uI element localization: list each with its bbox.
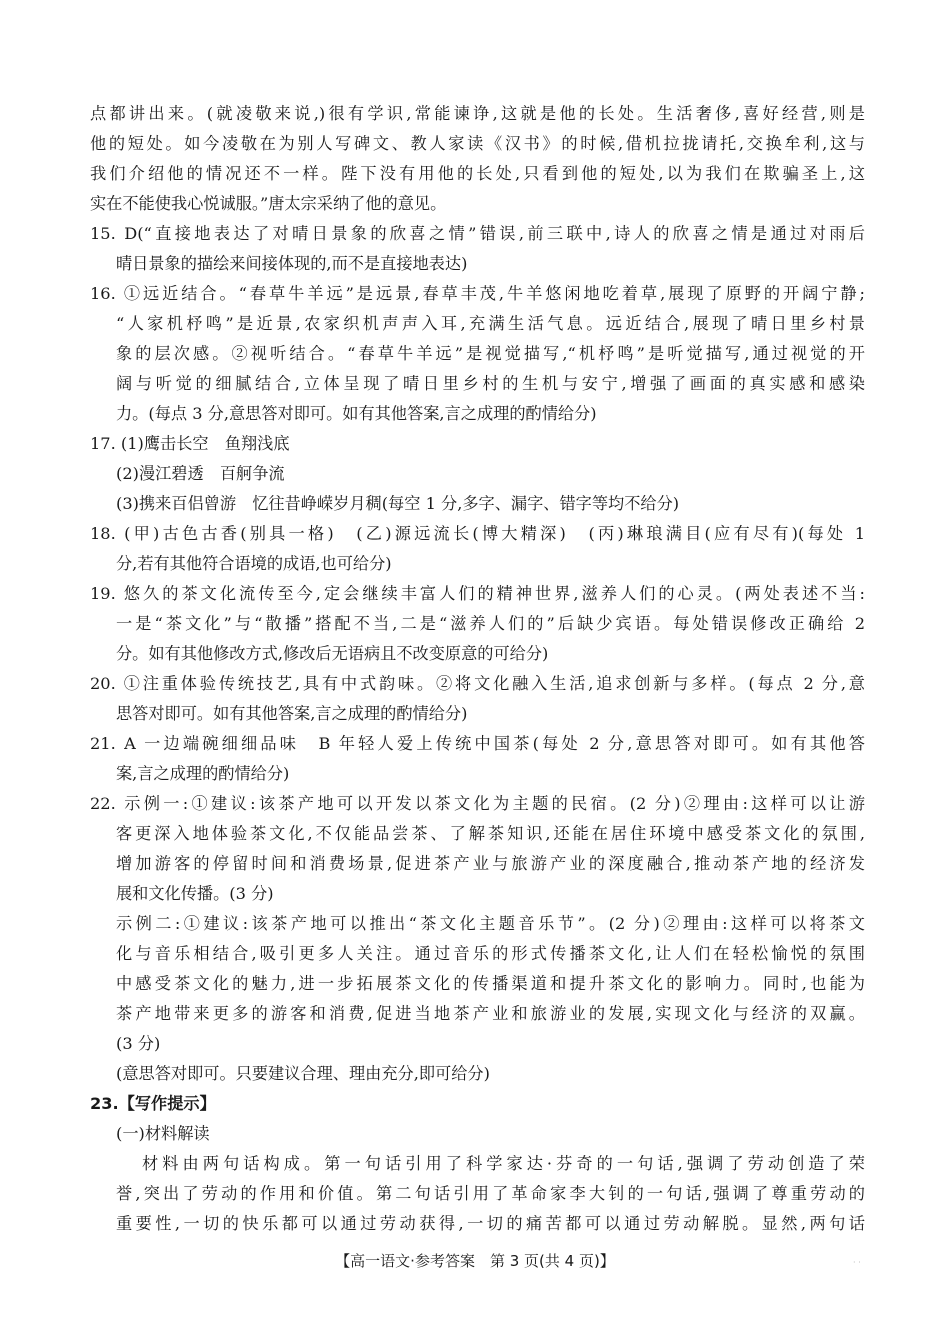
answer-21: 21. A 一边端碗细细品味 B 年轻人爱上传统中国茶(每处 2 分,意思答对即可。如有其他答 <box>90 734 865 753</box>
text-line: 案,言之成理的酌情给分) <box>116 764 290 783</box>
text-line: 他的短处。如今凌敬在为别人写碑文、教人家读《汉书》的时候,借机拉拢请托,交换牟利,这与 <box>90 134 865 153</box>
text-line: 我们介绍他的情况还不一样。陛下没有用他的长处,只看到他的短处,以为我们在欺骗圣上,这 <box>90 164 865 183</box>
answer-17: 17. (1)鹰击长空 鱼翔浅底 <box>90 434 290 453</box>
text-line: 茶产地带来更多的游客和消费,促进当地茶产业和旅游业的发展,实现文化与经济的双赢。 <box>116 1004 865 1023</box>
page-footer: 【高一语文·参考答案 第 3 页(共 4 页)】 <box>335 1252 615 1270</box>
answer-18: 18. (甲)古色古香(别具一格) (乙)源远流长(博大精深) (丙)琳琅满目(应有尽有)(每处 1 <box>90 524 865 543</box>
text-line: 分,若有其他符合语境的成语,也可给分) <box>116 554 392 573</box>
text-line: 展和文化传播。(3 分) <box>116 884 274 903</box>
text-line: 点都讲出来。(就凌敬来说,)很有学识,常能谏诤,这就是他的长处。生活奢侈,喜好经营,则是 <box>90 104 865 123</box>
text-line: (3 分) <box>116 1034 161 1053</box>
text-line: 重要性,一切的快乐都可以通过劳动获得,一切的痛苦都可以通过劳动解脱。显然,两句话 <box>116 1214 865 1233</box>
text-line: (意思答对即可。只要建议合理、理由充分,即可给分) <box>116 1064 490 1083</box>
text-line: 力。(每点 3 分,意思答对即可。如有其他答案,言之成理的酌情给分) <box>116 404 597 423</box>
answer-20: 20. ①注重体验传统技艺,具有中式韵味。②将文化融入生活,追求创新与多样。(每点 2 分,意 <box>90 674 865 693</box>
text-line: (3)携来百侣曾游 忆往昔峥嵘岁月稠(每空 1 分,多字、漏字、错字等均不给分) <box>116 494 680 513</box>
text-line: 誉,突出了劳动的作用和价值。第二句话引用了革命家李大钊的一句话,强调了尊重劳动的 <box>116 1184 865 1203</box>
answer-15: 15. D(“直接地表达了对晴日景象的欣喜之情”错误,前三联中,诗人的欣喜之情是通过对雨后 <box>90 224 865 243</box>
text-line: 客更深入地体验茶文化,不仅能品尝茶、了解茶知识,还能在居住环境中感受茶文化的氛围, <box>116 824 865 843</box>
answer-page <box>90 99 865 1239</box>
text-line: 一是“茶文化”与“散播”搭配不当,二是“滋养人们的”后缺少宾语。每处错误修改正确给 2 <box>116 614 865 633</box>
text-line: 晴日景象的描绘来间接体现的,而不是直接地表达) <box>116 254 468 273</box>
text-line: 象的层次感。②视听结合。“春草牛羊远”是视觉描写,“机杼鸣”是听觉描写,通过视觉的开 <box>116 344 865 363</box>
section-title: (一)材料解读 <box>116 1124 210 1143</box>
answer-23-heading: 23.【写作提示】 <box>90 1094 216 1113</box>
text-line: 示例二:①建议:该茶产地可以推出“茶文化主题音乐节”。(2 分)②理由:这样可以将茶文 <box>116 914 865 933</box>
answer-16: 16. ①远近结合。“春草牛羊远”是远景,春草丰茂,牛羊悠闲地吃着草,展现了原野的开阔宁静; <box>90 284 865 303</box>
text-line: 化与音乐相结合,吸引更多人关注。通过音乐的形式传播茶文化,让人们在轻松愉悦的氛围 <box>116 944 865 963</box>
answer-19: 19. 悠久的茶文化流传至今,定会继续丰富人们的精神世界,滋养人们的心灵。(两处表述不当: <box>90 584 865 603</box>
text-line: 阔与听觉的细腻结合,立体呈现了晴日里乡村的生机与安宁,增强了画面的真实感和感染 <box>116 374 865 393</box>
answer-22: 22. 示例一:①建议:该茶产地可以开发以茶文化为主题的民宿。(2 分)②理由:这样可以让游 <box>90 794 865 813</box>
text-line: “人家机杼鸣”是近景,农家织机声声入耳,充满生活气息。远近结合,展现了晴日里乡村景 <box>116 314 865 333</box>
text-line: 思答对即可。如有其他答案,言之成理的酌情给分) <box>116 704 468 723</box>
text-line: (2)漫江碧透 百舸争流 <box>116 464 285 483</box>
text-line: 中感受茶文化的魅力,进一步拓展茶文化的传播渠道和提升茶文化的影响力。同时,也能为 <box>116 974 865 993</box>
text-line: 实在不能使我心悦诚服。”唐太宗采纳了他的意见。 <box>90 194 447 213</box>
scan-mark: · · <box>853 1258 861 1267</box>
text-line: 分。如有其他修改方式,修改后无语病且不改变原意的可给分) <box>116 644 549 663</box>
text-line: 材料由两句话构成。第一句话引用了科学家达·芬奇的一句话,强调了劳动创造了荣 <box>142 1154 865 1173</box>
text-line: 增加游客的停留时间和消费场景,促进茶产业与旅游产业的深度融合,推动茶产地的经济发 <box>116 854 865 873</box>
